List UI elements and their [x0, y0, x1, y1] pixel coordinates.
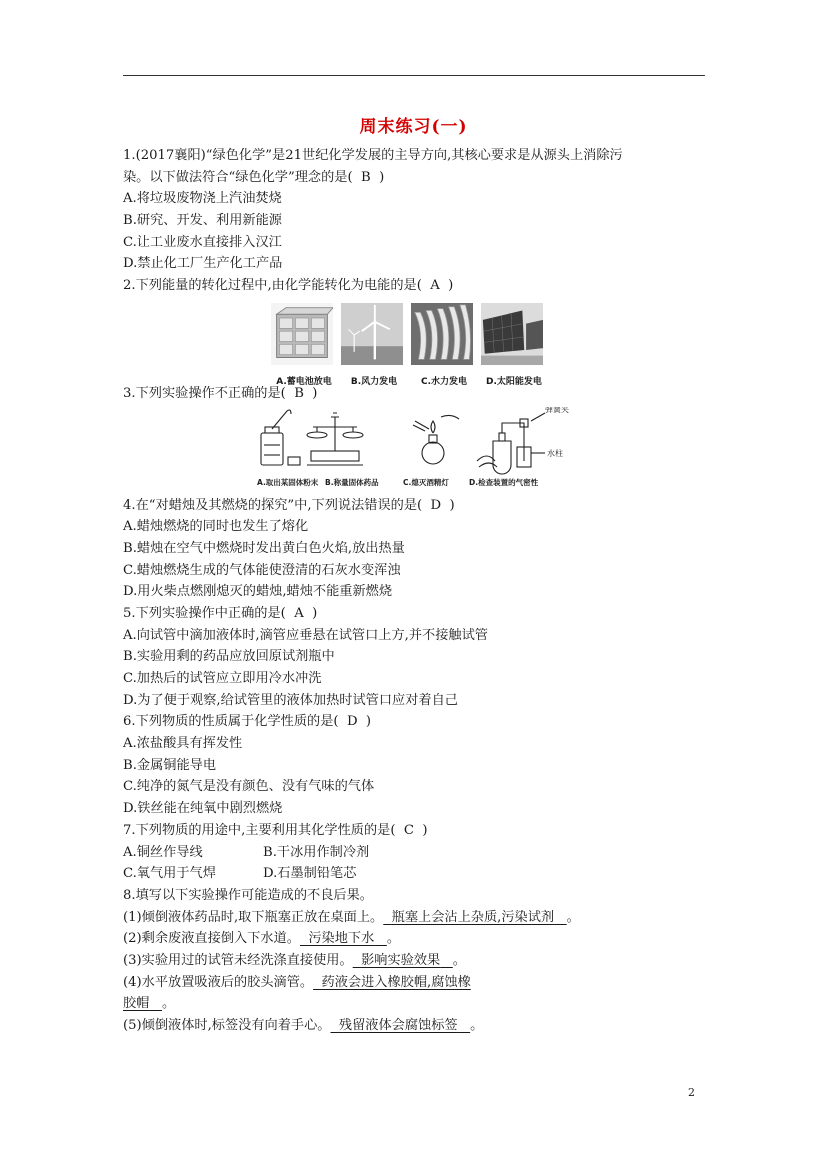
q3-caption-b: B.称量固体药品 — [325, 477, 379, 487]
q8-answer-4-cont: 胶帽 — [123, 996, 150, 1012]
q1-option-b: B.研究、开发、利用新能源 — [123, 213, 282, 229]
q8-item-2: (2)剩余废液直接倒入下水道。 污染地下水 。 — [123, 931, 401, 947]
q1-option-c: C.让工业废水直接排入汉江 — [123, 234, 282, 250]
q1-stem-line1: 1.(2017襄阳)“绿色化学”是21世纪化学发展的主导方向,其核心要求是从源头上消除污 — [123, 148, 623, 163]
q6-option-c: C.纯净的氮气是没有颜色、没有气味的气体 — [123, 779, 375, 795]
q2-caption-d: D.太阳能发电 — [486, 376, 542, 387]
q7-options-row2 — [123, 863, 723, 885]
q4-option-c: C.蜡烛燃烧生成的气体能使澄清的石灰水变浑浊 — [123, 562, 401, 578]
q8-item-4-cont: 胶帽 。 — [123, 996, 176, 1012]
q5-option-d: D.为了便于观察,给试管里的液体加热时试管口应对着自己 — [123, 692, 458, 708]
q6-answer: D — [346, 714, 358, 730]
q1-option-a: A.将垃圾废物浇上汽油焚烧 — [123, 191, 282, 207]
page-number: 2 — [688, 1086, 695, 1099]
worksheet-content — [123, 145, 723, 1037]
lab-operations-diagram — [255, 407, 590, 493]
q8-item-5: (5)倾倒液体时,标签没有向着手心。 残留液体会腐蚀标签 。 — [123, 1018, 484, 1033]
q4-stem: 4.在“对蜡烛及其燃烧的探究”中,下列说法错误的是( D ) — [123, 497, 455, 513]
q3-answer: B — [294, 385, 304, 401]
q2-caption-c: C.水力发电 — [420, 376, 468, 387]
q8-item-3: (3)实验用过的试管未经洗涤直接使用。 影响实验效果 。 — [123, 952, 466, 968]
hydropower-image — [411, 301, 473, 367]
q4-option-b: B.蜡烛在空气中燃烧时发出黄白色火焰,放出热量 — [123, 540, 405, 556]
q3-figure-row — [123, 405, 723, 495]
q2-caption-a: A.蓄电池放电 — [276, 376, 332, 387]
q7-option-d: D.石墨制铅笔芯 — [263, 866, 357, 882]
header-rule — [123, 75, 705, 76]
q8-item-1: (1)倾倒液体药品时,取下瓶塞正放在桌面上。 瓶塞上会沾上杂质,污染试剂 。 — [123, 909, 580, 925]
q5-stem: 5.下列实验操作中正确的是( A ) — [123, 605, 318, 621]
q8-answer-5: 残留液体会腐蚀标签 — [338, 1018, 458, 1033]
q8-answer-2: 污染地下水 — [308, 931, 375, 947]
q6-stem: 6.下列物质的性质属于化学性质的是( D ) — [123, 714, 372, 730]
q3-caption-c: C.熄灭酒精灯 — [403, 477, 449, 487]
q2-figure-a — [271, 301, 337, 387]
battery-image — [271, 301, 333, 367]
q5-option-a: A.向试管中滴加液体时,滴管应垂悬在试管口上方,并不接触试管 — [123, 627, 488, 643]
water-column-label: 水柱 — [547, 448, 563, 458]
q1-answer: B — [361, 169, 371, 185]
q2-figure-b — [341, 301, 407, 387]
spring-clip-label: 弹簧夹 — [545, 406, 569, 414]
q4-option-a: A.蜡烛燃烧的同时也发生了熔化 — [123, 519, 309, 535]
page-title: 周末练习(一) — [359, 117, 468, 137]
q8-answer-3: 影响实验效果 — [361, 952, 441, 968]
q5-option-c: C.加热后的试管应立即用冷水冲洗 — [123, 671, 322, 686]
q2-figure-row — [123, 297, 723, 387]
q4-answer: D — [430, 497, 442, 513]
q3-caption-a: A.取出某固体粉末 — [257, 477, 319, 487]
q7-stem: 7.下列物质的用途中,主要利用其化学性质的是( C ) — [123, 822, 428, 838]
q5-answer: A — [294, 605, 304, 621]
q2-figure-d — [481, 301, 547, 387]
q2-figure-c — [411, 301, 477, 387]
q1-option-d: D.禁止化工厂生产化工产品 — [123, 256, 283, 272]
q6-option-d: D.铁丝能在纯氧中剧烈燃烧 — [123, 801, 283, 817]
q6-option-a: A.浓盐酸具有挥发性 — [123, 736, 243, 752]
q1-stem-line2: 染。以下做法符合“绿色化学”理念的是( B ) — [123, 169, 385, 185]
solar-panel-image — [481, 301, 543, 367]
q8-item-4: (4)水平放置吸液后的胶头滴管。 药液会进入橡胶帽,腐蚀橡 — [123, 974, 471, 990]
q3-caption-d: D.检查装置的气密性 — [469, 477, 539, 487]
q7-option-a: A.铜丝作导线 — [123, 844, 203, 860]
q2-answer: A — [430, 278, 440, 294]
q4-option-d: D.用火柴点燃刚熄灭的蜡烛,蜡烛不能重新燃烧 — [123, 584, 393, 600]
wind-turbine-image — [341, 301, 403, 367]
q8-answer-1: 瓶塞上会沾上杂质,污染试剂 — [391, 909, 555, 925]
q7-answer: C — [403, 822, 414, 838]
q7-option-c: C.氧气用于气焊 — [123, 866, 216, 882]
q5-option-b: B.实验用剩的药品应放回原试剂瓶中 — [123, 649, 335, 665]
q7-option-b: B.干冰用作制冷剂 — [263, 844, 370, 860]
q7-options-row1 — [123, 842, 723, 864]
q2-caption-b: B.风力发电 — [350, 376, 398, 387]
q3-stem: 3.下列实验操作不正确的是( B ) — [123, 385, 318, 401]
q2-stem: 2.下列能量的转化过程中,由化学能转化为电能的是( A ) — [123, 278, 454, 294]
q8-stem: 8.填写以下实验操作可能造成的不良后果。 — [123, 887, 373, 903]
q6-option-b: B.金属铜能导电 — [123, 757, 217, 773]
q8-answer-4: 药液会进入橡胶帽,腐蚀橡 — [321, 974, 471, 990]
